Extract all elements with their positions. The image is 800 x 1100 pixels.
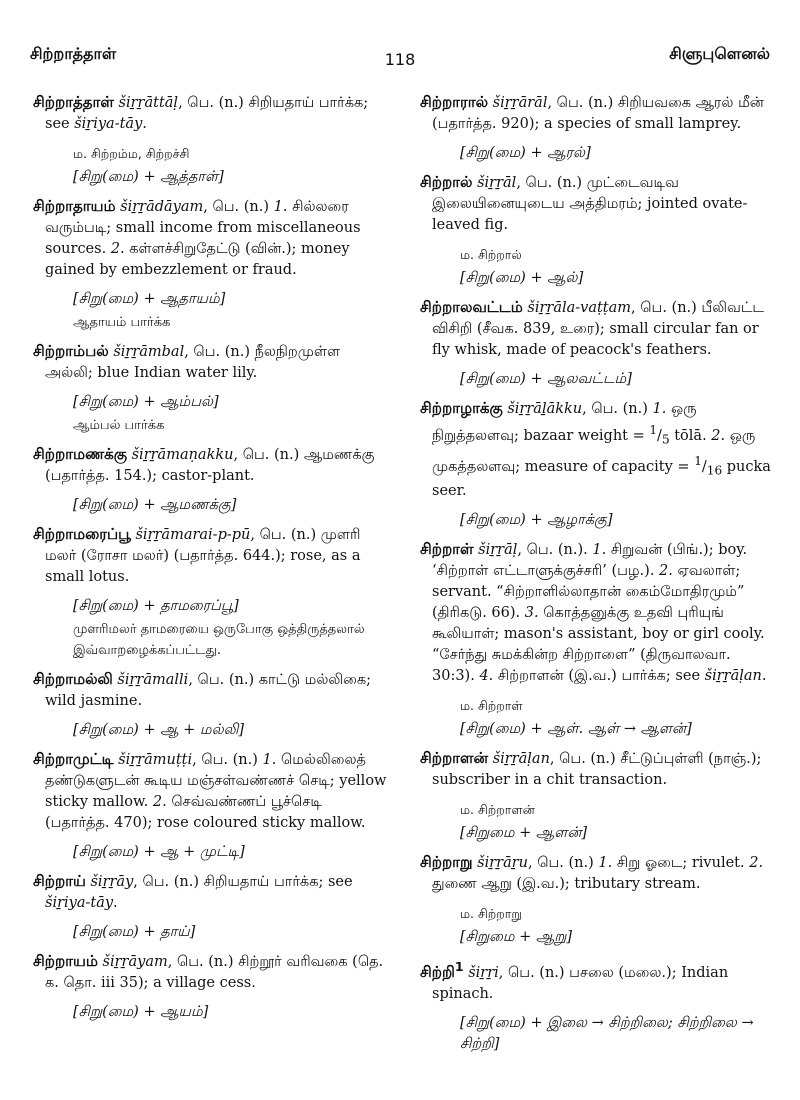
- right-column: [420, 92, 776, 1063]
- entry-definition: சிற்றாள் šiṟṟāḷ, பெ. (n.). 1. சிறுவன் (பிங்.); boy. ‘சிற்றாள் எட்டாளுக்குச்சரி’ (பழ.). 2. ஏவலாள்; servant. “சிற்றாளில்லாதான் கைம்மோதிரமும்” (திரிகடு. 66). 3. கொத்தனுக்கு உதவி புரியுங் கூலியாள்; mason's assistant, boy or girl cooly. “சேர்ந்து சுமக்கின்ற சிற்றாளை” (திருவாலவா. 30:3). 4. சிற்றாளன் (இ.வ.) பார்க்க; see šiṟṟāḷan.: [420, 540, 767, 685]
- entry-definition: சிற்றாமுட்டி šiṟṟāmuṭṭi, பெ. (n.) 1. மெல்லிலைத் தண்டுகளுடன் கூடிய மஞ்சள்வண்ணச் செடி; yellow sticky mallow. 2. செவ்வண்ணப் பூச்செடி (பதார்த்த. 470); rose coloured sticky mallow.: [33, 750, 387, 831]
- dictionary-entry: [33, 749, 389, 871]
- header-first-word: சிற்றாத்தாள்: [30, 44, 117, 63]
- page-number: 118: [384, 50, 416, 69]
- dictionary-entry: [33, 871, 389, 951]
- entry-subline: ம. சிற்றாறு: [460, 906, 522, 922]
- entry-subline: [சிறு(மை) + ஆலவட்டம்]: [460, 371, 632, 387]
- entry-subline: [சிறு(மை) + தாமரைப்பூ]: [73, 598, 239, 614]
- entry-subline: [சிறு(மை) + இலை → சிற்றிலை; சிற்றிலை → சிற்றி]: [460, 1015, 754, 1053]
- entry-subline: [சிறு(மை) + ஆரல்]: [460, 145, 591, 161]
- entry-subline: [சிறு(மை) + ஆதாயம்]: [73, 291, 226, 307]
- entry-definition: சிற்றாயம் šiṟṟāyam, பெ. (n.) சிற்றூர் வரிவகை (தெ. க. தொ. iii 35); a village cess.: [33, 952, 384, 991]
- entry-subline: [சிறு(மை) + ஆள். ஆள் → ஆளன்]: [460, 721, 692, 738]
- dictionary-entry: [420, 172, 776, 297]
- entry-definition: சிற்றாமல்லி šiṟṟāmalli, பெ. (n.) காட்டு மல்லிகை; wild jasmine.: [33, 670, 372, 709]
- dictionary-entry: [420, 956, 776, 1063]
- dictionary-entry: [33, 92, 389, 196]
- dictionary-entry: [420, 748, 776, 852]
- dictionary-entry: [33, 669, 389, 749]
- entry-subline: முளரிமலர் தாமரையை ஒருபோகு ஒத்திருத்தலால் இவ்வாறழைக்கப்பட்டது.: [73, 622, 365, 658]
- entry-subline: [சிறு(மை) + ஆம்பல்]: [73, 394, 219, 410]
- entry-subline: ம. சிற்றம்ம, சிற்றச்சி: [73, 146, 190, 161]
- entry-subline: [சிறு(மை) + ஆமணக்கு]: [73, 497, 237, 513]
- entry-subline: ம. சிற்றாள்: [460, 698, 523, 714]
- entry-definition: சிற்றாதாயம் šiṟṟādāyam, பெ. (n.) 1. சில்லரை வரும்படி; small income from miscellaneous sources. 2. கள்ளச்சிறுதேட்டு (வின்.); money gained by embezzlement or fraud.: [33, 197, 361, 278]
- entry-definition: சிற்றாத்தாள் šiṟṟāttāḷ, பெ. (n.) சிறியதாய் பார்க்க; see šiṟiya-tāy.: [33, 93, 369, 132]
- dictionary-entry: [33, 444, 389, 524]
- dictionary-entry: [420, 297, 776, 398]
- entry-definition: சிற்றாய் šiṟṟāy, பெ. (n.) சிறியதாய் பார்க்க; see šiṟiya-tāy.: [33, 872, 353, 911]
- entry-definition: சிற்றாழாக்கு šiṟṟāḻākku, பெ. (n.) 1. ஒரு நிறுத்தலளவு; bazaar weight = $^1/_5$ tōlā. 2. ஒரு முகத்தலளவு; measure of capacity = $^1/_{16}$ pucka seer.: [420, 399, 771, 500]
- dictionary-entry: [420, 92, 776, 172]
- dictionary-entry: [420, 539, 776, 748]
- entry-definition: சிற்றாம்பல் šiṟṟāmbal, பெ. (n.) நீலநிறமுள்ள அல்லி; blue Indian water lily.: [33, 342, 341, 381]
- dictionary-entry: [33, 196, 389, 341]
- entry-subline: ஆம்பல் பார்க்க: [73, 418, 165, 433]
- entry-subline: [சிறுமை + ஆறு]: [460, 929, 573, 946]
- entry-subline: [சிறு(மை) + ஆத்தாள்]: [73, 169, 224, 185]
- header-last-word: சிளுபுளெனல்: [669, 44, 770, 63]
- entry-definition: சிற்றாறு šiṟṟāṟu, பெ. (n.) 1. சிறு ஓடை; rivulet. 2. துணை ஆறு (இ.வ.); tributary stream.: [420, 853, 764, 893]
- entry-definition: சிற்றி$^1$ šiṟṟi, பெ. (n.) பசலை (மலை.); Indian spinach.: [420, 959, 729, 1003]
- dictionary-entry: [420, 852, 776, 956]
- left-column: [33, 92, 389, 1031]
- entry-subline: [சிறு(மை) + தாய்]: [73, 924, 196, 940]
- entry-subline: ம. சிற்றாளன்: [460, 802, 535, 818]
- entry-definition: சிற்றாமணக்கு šiṟṟāmaṇakku, பெ. (n.) ஆமணக்கு (பதார்த்த. 154.); castor-plant.: [33, 445, 375, 484]
- entry-subline: [சிறு(மை) + ஆ + முட்டி]: [73, 844, 245, 860]
- entry-subline: [சிறு(மை) + ஆழாக்கு]: [460, 512, 613, 529]
- entry-definition: சிற்றாமரைப்பூ šiṟṟāmarai-p-pū, பெ. (n.) முளரி மலர் (ரோசா மலர்) (பதார்த்த. 644.); rose, as a small lotus.: [33, 525, 361, 585]
- running-head: [30, 44, 770, 74]
- dictionary-entry: [33, 524, 389, 669]
- dictionary-entry: [33, 951, 389, 1031]
- entry-subline: [சிறுமை + ஆளன்]: [460, 825, 588, 842]
- entry-definition: சிற்றால் šiṟṟāl, பெ. (n.) முட்டைவடிவ இலையினையுடைய அத்திமரம்; jointed ovate-leaved fig.: [420, 173, 748, 233]
- entry-subline: [சிறு(மை) + ஆ + மல்லி]: [73, 722, 245, 738]
- entry-subline: [சிறு(மை) + ஆயம்]: [73, 1004, 209, 1020]
- dictionary-entry: [33, 341, 389, 444]
- entry-definition: சிற்றாளன் šiṟṟāḷan, பெ. (n.) சீட்டுப்புள்ளி (நாஞ்.); subscriber in a chit transaction.: [420, 749, 762, 789]
- entry-subline: [சிறு(மை) + ஆல்]: [460, 270, 584, 286]
- entry-definition: சிற்றாரால் šiṟṟārāl, பெ. (n.) சிறியவகை ஆரல் மீன் (பதார்த்த. 920); a species of small lamprey.: [420, 93, 764, 132]
- entry-subline: ம. சிற்றால்: [460, 247, 522, 262]
- entry-definition: சிற்றாலவட்டம் šiṟṟāla-vaṭṭam, பெ. (n.) பீலிவட்ட விசிறி (சீவக. 839, உரை); small circular fan or fly whisk, made of peacock's feathers.: [420, 298, 764, 358]
- dictionary-entry: [420, 398, 776, 539]
- entry-subline: ஆதாயம் பார்க்க: [73, 315, 171, 330]
